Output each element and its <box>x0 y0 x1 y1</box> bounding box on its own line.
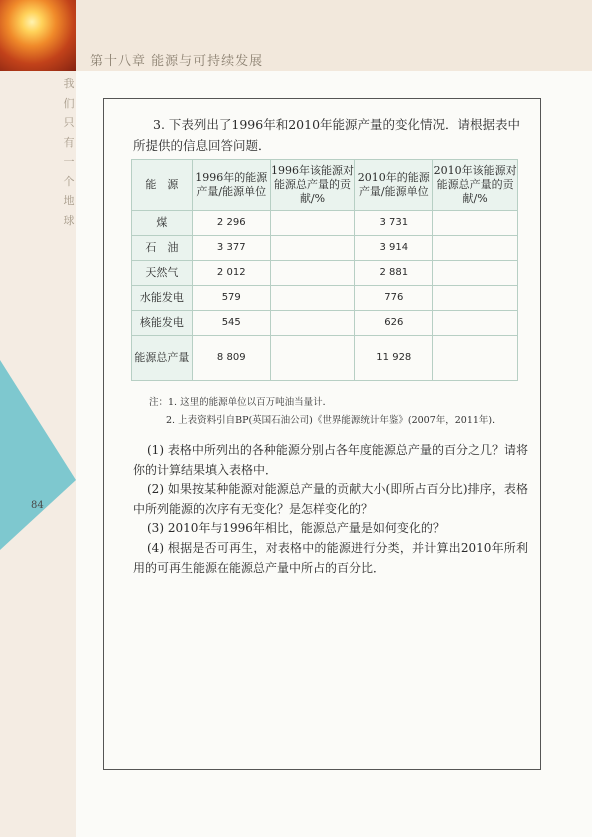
output-1996: 2 012 <box>192 261 270 286</box>
table-row <box>132 286 518 311</box>
share-2010-cell[interactable] <box>433 236 518 261</box>
vertical-char: 只 <box>63 116 75 129</box>
vertical-char: 地 <box>63 194 75 207</box>
table-row-total <box>132 336 518 381</box>
output-1996: 2 296 <box>192 211 270 236</box>
output-2010: 3 731 <box>355 211 433 236</box>
energy-name: 核能发电 <box>132 311 193 336</box>
share-2010-cell[interactable] <box>433 286 518 311</box>
table-row <box>132 236 518 261</box>
teal-wedge-decoration <box>0 360 76 550</box>
output-2010: 3 914 <box>355 236 433 261</box>
sub-question-3: (3) 2010年与1996年相比，能源总产量是如何变化的？ <box>147 521 445 536</box>
vertical-char: 个 <box>63 174 75 188</box>
output-1996: 579 <box>192 286 270 311</box>
header-2010-output: 2010年的能源产量/能源单位 <box>355 160 433 211</box>
vertical-char: 有 <box>63 135 75 149</box>
share-2010-cell[interactable] <box>433 261 518 286</box>
vertical-series-title <box>62 74 76 230</box>
energy-name: 煤 <box>132 211 193 236</box>
share-1996-cell[interactable] <box>270 211 355 236</box>
sub-question-2: (2) 如果按某种能源对能源总产量的贡献大小(即所占百分比)排序，表格中所列能源的次序有无变化？是怎样变化的？ <box>133 482 528 516</box>
header-1996-output: 1996年的能源产量/能源单位 <box>192 160 270 211</box>
output-1996: 545 <box>192 311 270 336</box>
table-header-row <box>132 160 518 211</box>
vertical-char: 我 <box>63 77 75 90</box>
share-1996-cell[interactable] <box>270 236 355 261</box>
energy-name: 天然气 <box>132 261 193 286</box>
output-2010: 626 <box>355 311 433 336</box>
table-row <box>132 261 518 286</box>
share-2010-cell[interactable] <box>433 311 518 336</box>
share-1996-cell[interactable] <box>270 261 355 286</box>
energy-name: 石 油 <box>132 236 193 261</box>
table-row <box>132 211 518 236</box>
share-1996-cell[interactable] <box>270 286 355 311</box>
page-number: 84 <box>31 500 44 511</box>
share-1996-cell[interactable] <box>270 336 355 381</box>
header-1996-share: 1996年该能源对能源总产量的贡献/% <box>270 160 355 211</box>
energy-name: 水能发电 <box>132 286 193 311</box>
vertical-char: 们 <box>63 96 75 110</box>
table-notes <box>149 394 529 430</box>
header-energy: 能 源 <box>132 160 193 211</box>
share-2010-cell[interactable] <box>433 211 518 236</box>
vertical-char: 一 <box>63 155 75 168</box>
table-row <box>132 311 518 336</box>
output-2010: 776 <box>355 286 433 311</box>
output-2010: 11 928 <box>355 336 433 381</box>
note-2: 2. 上表资料引自BP(英国石油公司)《世界能源统计年鉴》(2007年，2011年)． <box>166 415 502 426</box>
header-band <box>0 0 592 71</box>
energy-name: 能源总产量 <box>132 336 193 381</box>
question-intro: 3. 下表列出了1996年和2010年能源产量的变化情况．请根据表中所提供的信息回答问题． <box>133 117 521 153</box>
output-1996: 3 377 <box>192 236 270 261</box>
share-1996-cell[interactable] <box>270 311 355 336</box>
note-1: 注：1. 这里的能源单位以百万吨油当量计． <box>149 397 333 408</box>
sun-photo <box>0 0 76 71</box>
header-2010-share: 2010年该能源对能源总产量的贡献/% <box>433 160 518 211</box>
sub-question-1: (1) 表格中所列出的各种能源分别占各年度能源总产量的百分之几？请将你的计算结果填入表格中． <box>133 443 528 477</box>
chapter-title: 第十八章 能源与可持续发展 <box>90 54 264 69</box>
energy-table <box>131 159 518 381</box>
share-2010-cell[interactable] <box>433 336 518 381</box>
sub-questions <box>133 441 528 578</box>
vertical-char: 球 <box>63 213 75 227</box>
output-2010: 2 881 <box>355 261 433 286</box>
output-1996: 8 809 <box>192 336 270 381</box>
sub-question-4: (4) 根据是否可再生，对表格中的能源进行分类，并计算出2010年所利用的可再生能源在能源总产量中所占的百分比． <box>133 540 528 575</box>
